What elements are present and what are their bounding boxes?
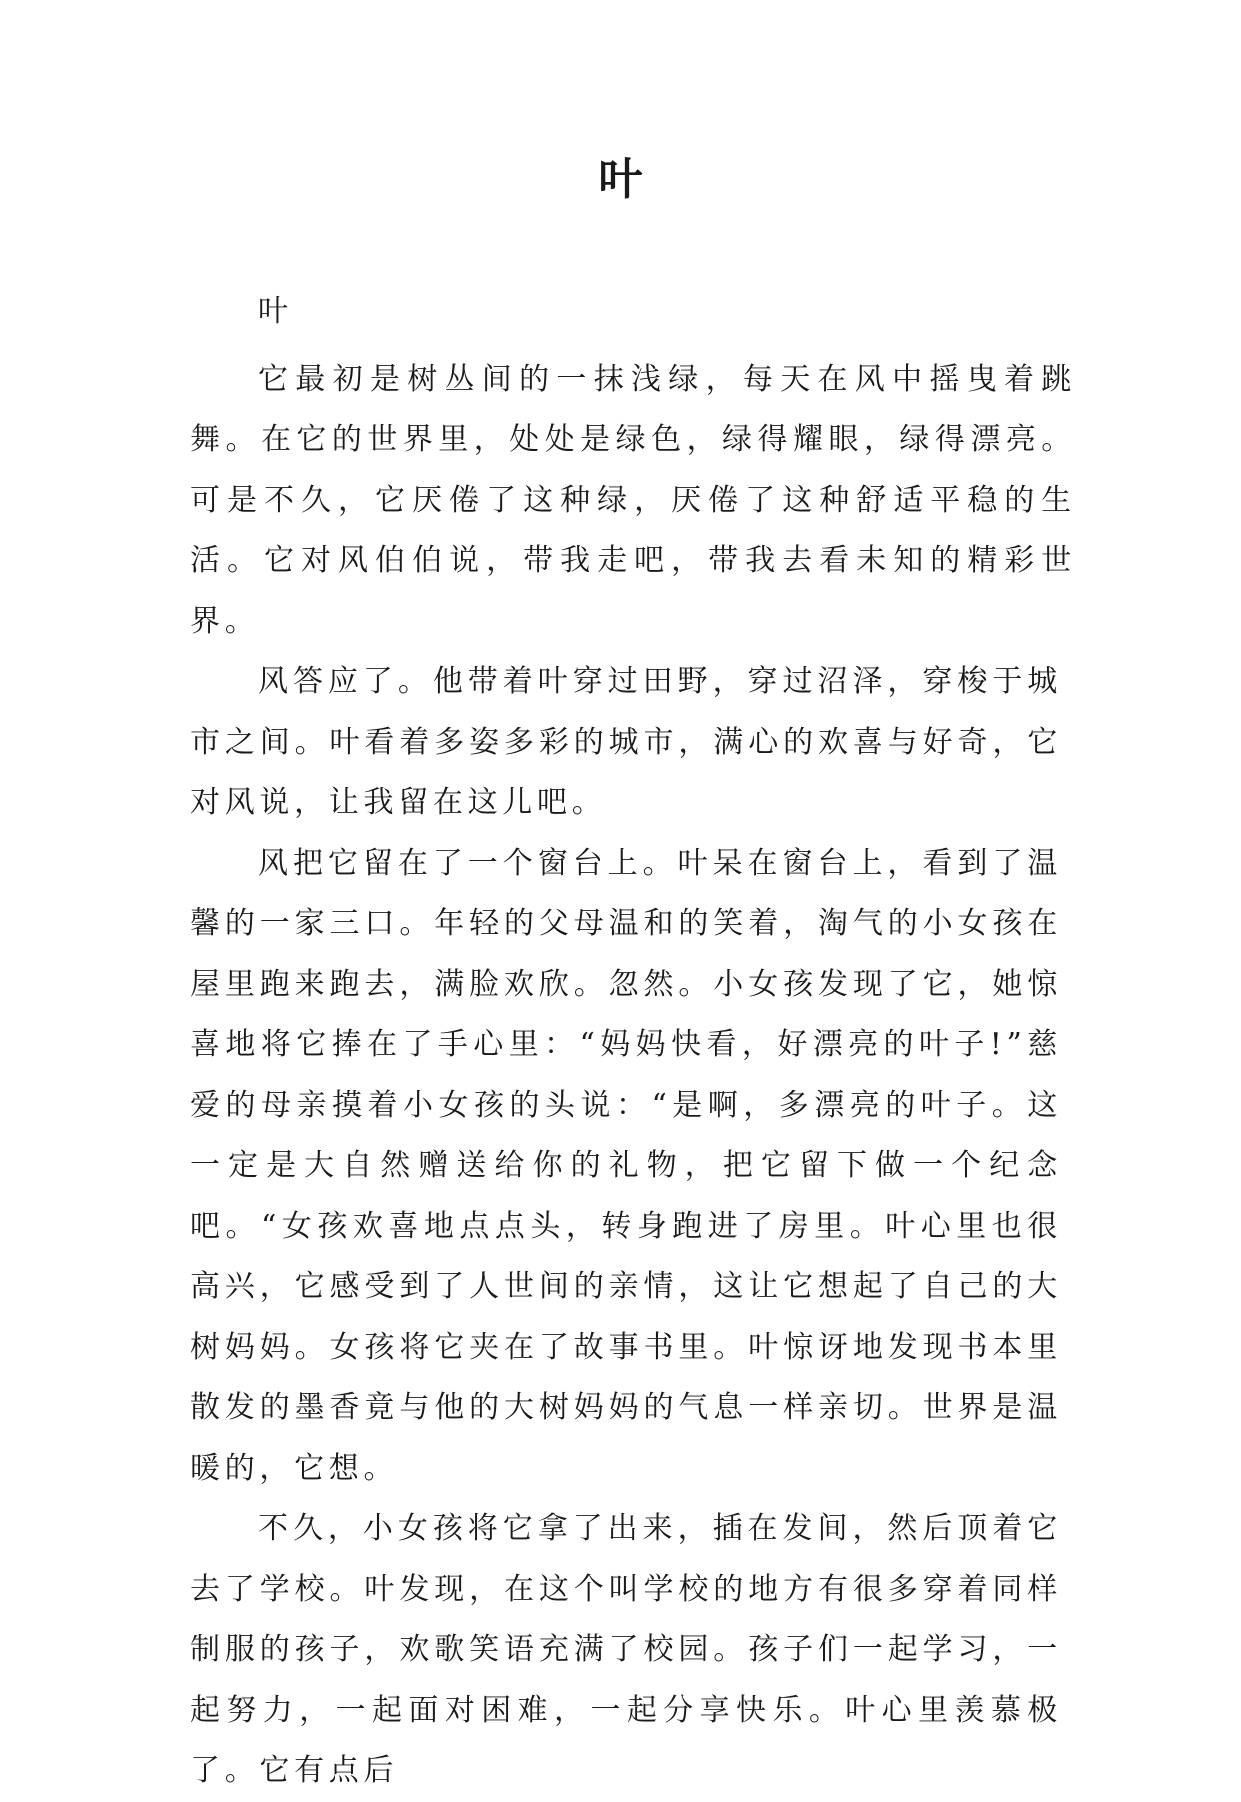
body-paragraph: 它最初是树丛间的一抹浅绿，每天在风中摇曳着跳舞。在它的世界里，处处是绿色，绿得耀眼，绿得漂亮。可是不久，它厌倦了这种绿，厌倦了这种舒适平稳的生活。它对风伯伯说，带我走吧，带我去看未知的精彩世界。 <box>190 361 1076 639</box>
document-body <box>190 282 1076 1802</box>
body-paragraph: 风把它留在了一个窗台上。叶呆在窗台上，看到了温馨的一家三口。年轻的父母温和的笑着，淘气的小女孩在屋里跑来跑去，满脸欢欣。忽然。小女孩发现了它，她惊喜地将它捧在了手心里：“妈妈快看，好漂亮的叶子!”慈爱的母亲摸着小女孩的头说：“是啊，多漂亮的叶子。这一定是大自然赠送给你的礼物，把它留下做一个纪念吧。“女孩欢喜地点点头，转身跑进了房里。叶心里也很高兴，它感受到了人世间的亲情，这让它想起了自己的大树妈妈。女孩将它夹在了故事书里。叶惊讶地发现书本里散发的墨香竟与他的大树妈妈的气息一样亲切。世界是温暖的，它想。 <box>190 845 1062 1486</box>
body-paragraph: 风答应了。他带着叶穿过田野，穿过沼泽，穿梭于城市之间。叶看着多姿多彩的城市，满心的欢喜与好奇，它对风说，让我留在这儿吧。 <box>190 664 1062 820</box>
document-title: 叶 <box>598 154 643 205</box>
subtitle-paragraph: 叶 <box>258 294 293 329</box>
body-paragraph: 不久，小女孩将它拿了出来，插在发间，然后顶着它去了学校。叶发现，在这个叫学校的地方有很多穿着同样制服的孩子，欢歌笑语充满了校园。孩子们一起学习，一起努力，一起面对困难，一起分享快乐。叶心里羡慕极了。它有点后 <box>190 1511 1062 1788</box>
